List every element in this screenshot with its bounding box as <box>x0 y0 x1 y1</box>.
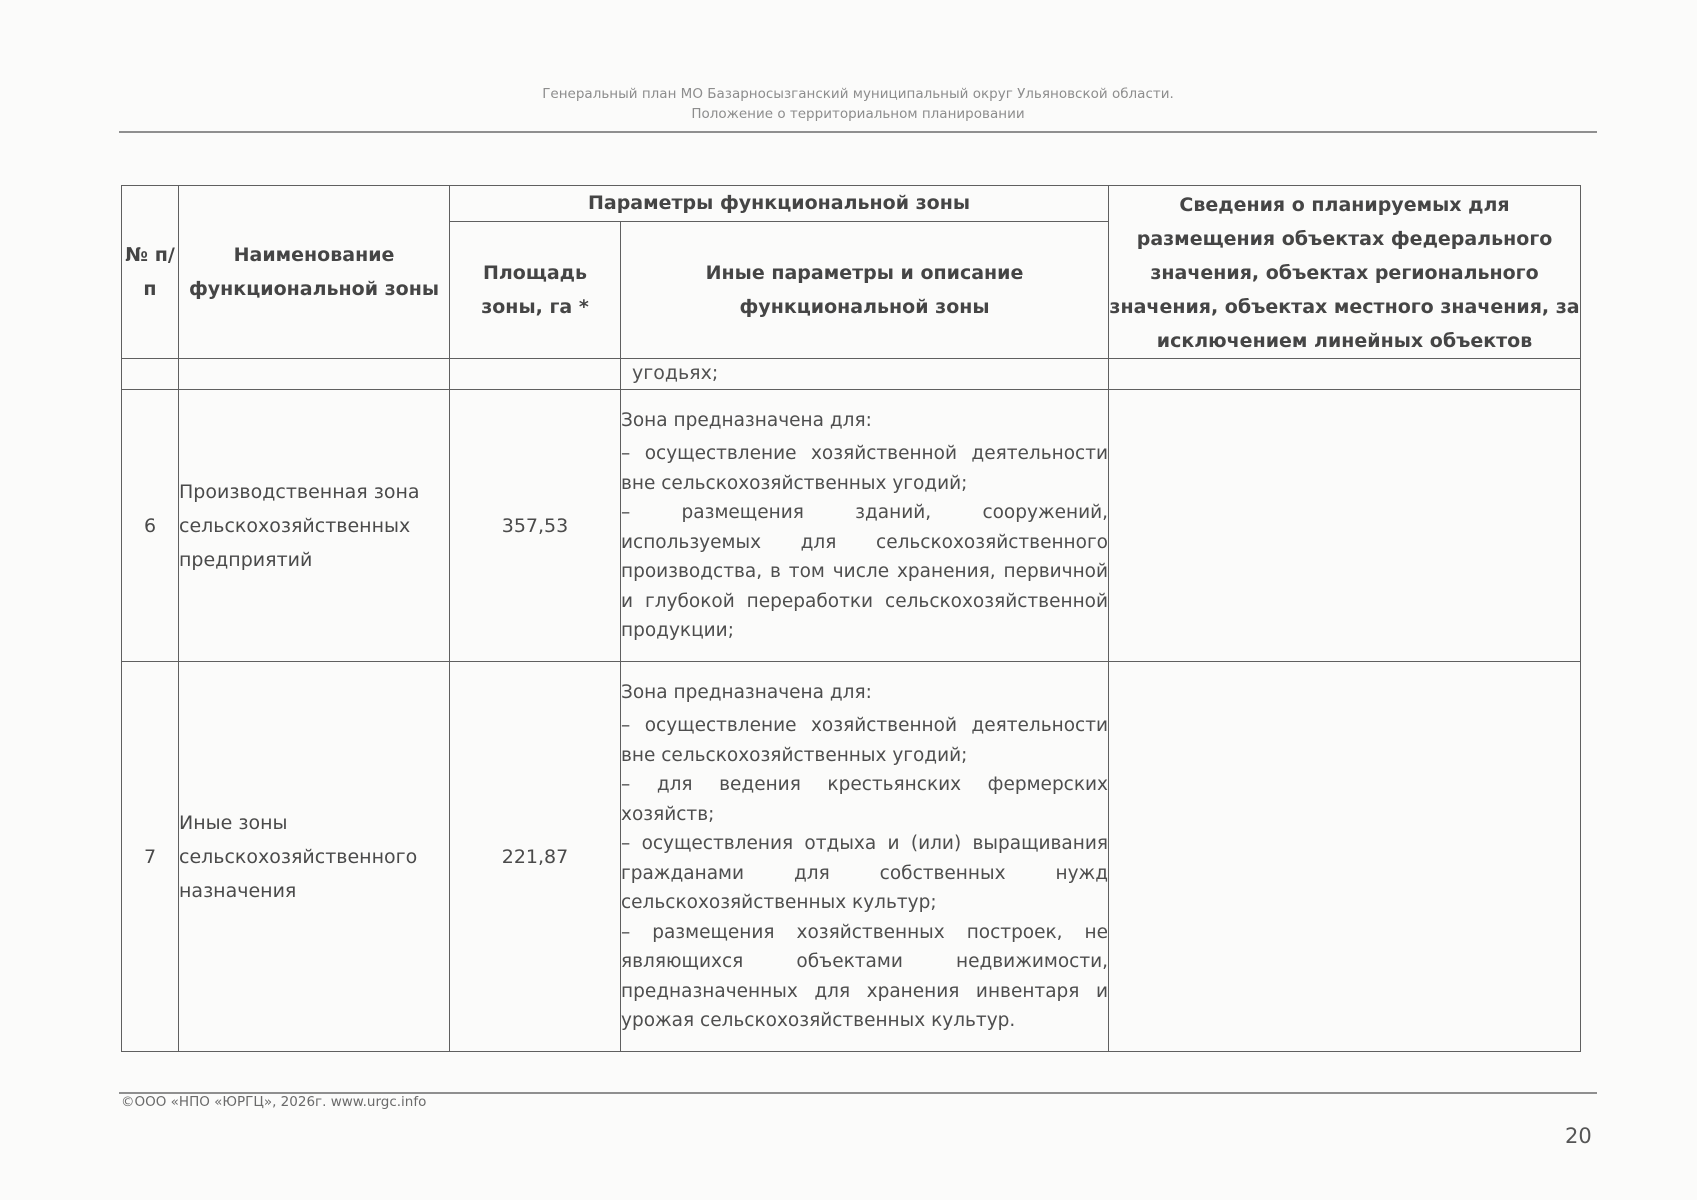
description-item: – размещения хозяйственных построек, не являющихся объектами недвижимости, предназначенных для хранения инвентаря и урожая сельскохозяйственных культур. <box>621 921 1109 1031</box>
header-zone-name: Наименование функциональной зоны <box>179 186 450 359</box>
cell-description: угодьях; <box>621 359 1109 390</box>
header-subtitle: Положение о территориальном планировании <box>691 106 1025 122</box>
table-row-continuation <box>122 359 1581 390</box>
document-header <box>119 84 1597 124</box>
header-title: Генеральный план МО Базарносызганский муниципальный округ Ульяновской области. <box>542 86 1174 102</box>
description-item: – для ведения крестьянских фермерских хозяйств; <box>621 774 1109 825</box>
header-divider <box>119 131 1597 133</box>
table-row <box>122 662 1581 1052</box>
description-item: – осуществление хозяйственной деятельности вне сельскохозяйственных угодий; <box>621 443 1109 494</box>
cell-description <box>621 662 1109 1052</box>
description-item: – осуществления отдыха и (или) выращивания гражданами для собственных нужд сельскохозяйственных культур; <box>621 833 1109 913</box>
cell-name <box>179 359 450 390</box>
cell-info <box>1109 662 1581 1052</box>
cell-area <box>450 359 621 390</box>
cell-info <box>1109 390 1581 662</box>
header-area: Площадь зоны, га * <box>450 221 621 358</box>
table-row <box>122 390 1581 662</box>
cell-area: 357,53 <box>450 390 621 662</box>
cell-name: Производственная зона сельскохозяйственных предприятий <box>179 390 450 662</box>
description-item: – осуществление хозяйственной деятельности вне сельскохозяйственных угодий; <box>621 715 1109 766</box>
cell-number: 6 <box>122 390 179 662</box>
description-item: – размещения зданий, сооружений, используемых для сельскохозяйственного производства, в том числе хранения, первичной и глубокой переработки сельскохозяйственной продукции; <box>621 502 1109 641</box>
page-number: 20 <box>1565 1124 1592 1148</box>
description-intro: Зона предназначена для: <box>621 409 872 431</box>
cell-number: 7 <box>122 662 179 1052</box>
description-intro: Зона предназначена для: <box>621 681 872 703</box>
cell-name: Иные зоны сельскохозяйственного назначения <box>179 662 450 1052</box>
cell-info <box>1109 359 1581 390</box>
cell-area: 221,87 <box>450 662 621 1052</box>
footer-copyright: ©ООО «НПО «ЮРГЦ», 2026г. www.urgc.info <box>121 1094 427 1110</box>
header-description: Иные параметры и описание функциональной зоны <box>621 221 1109 358</box>
cell-description <box>621 390 1109 662</box>
functional-zones-table <box>121 185 1581 1052</box>
cell-number <box>122 359 179 390</box>
header-number: № п/п <box>122 186 179 359</box>
header-zone-parameters: Параметры функциональной зоны <box>450 186 1109 222</box>
header-planned-objects: Сведения о планируемых для размещения объектах федерального значения, объектах регионального значения, объектах местного значения, за исключением линейных объектов <box>1109 186 1581 359</box>
